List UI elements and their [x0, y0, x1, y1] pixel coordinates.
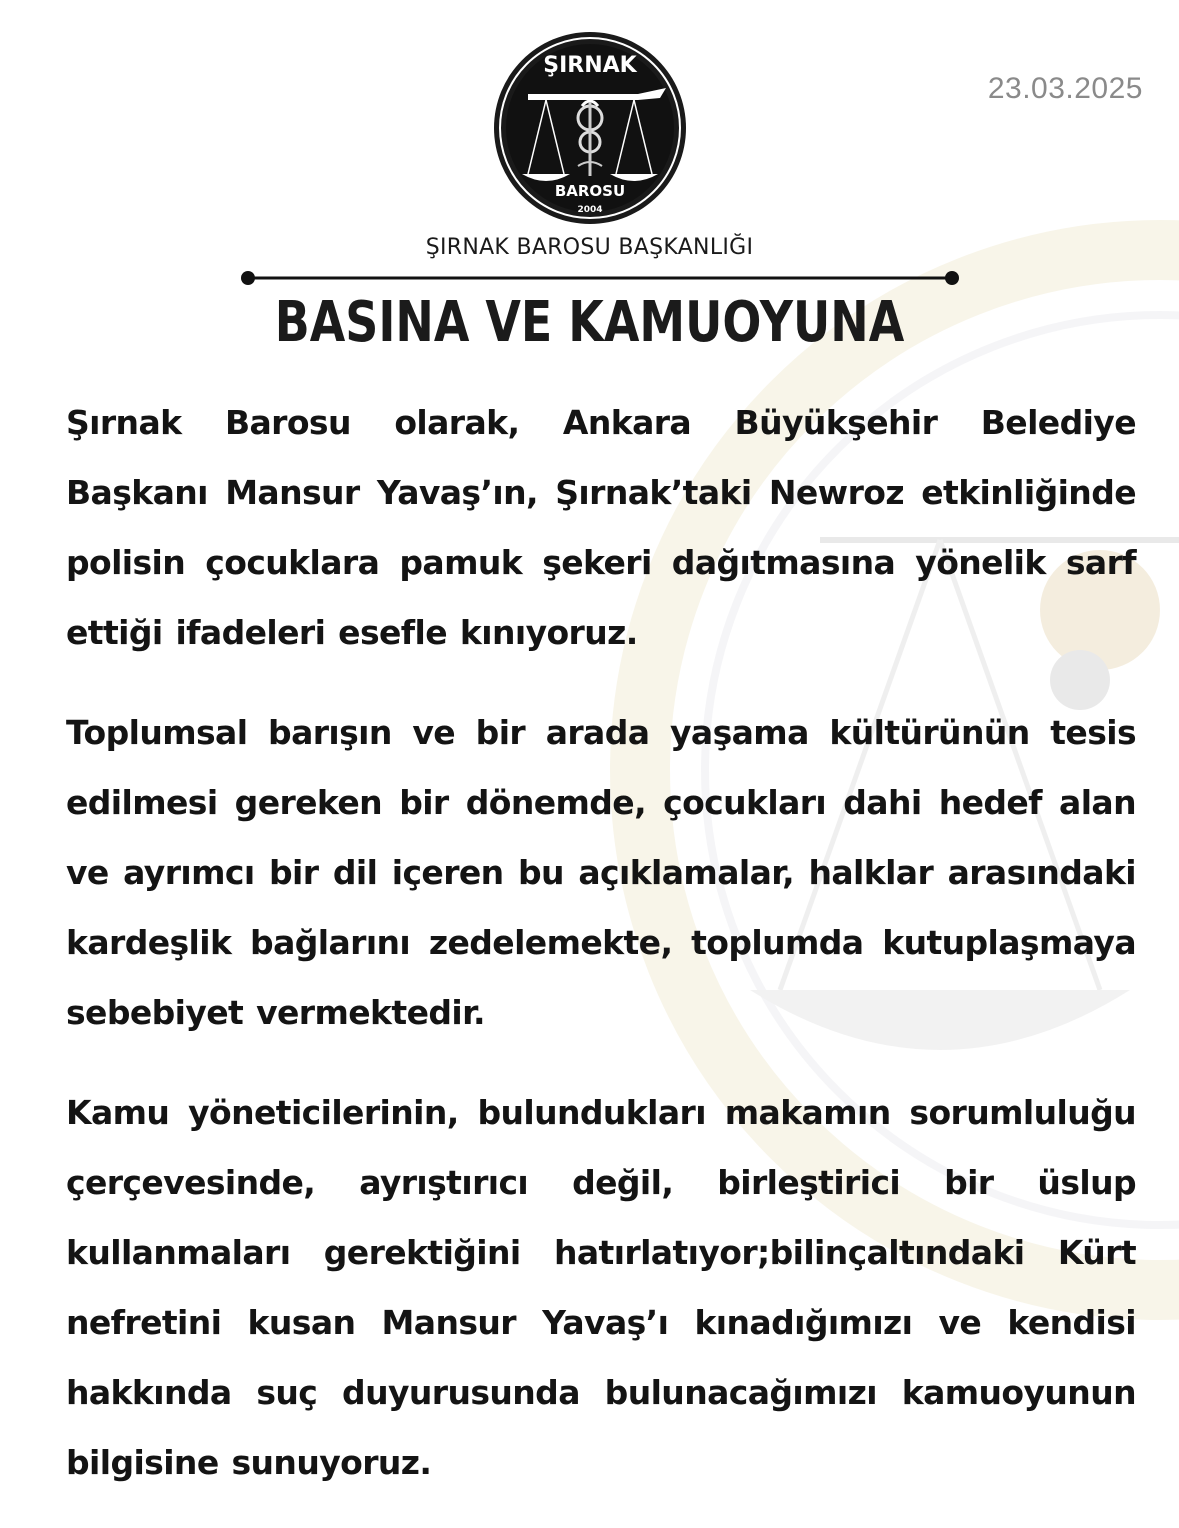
organization-name: ŞIRNAK BAROSU BAŞKANLIĞI: [425, 235, 754, 260]
logo-top-text: ŞIRNAK: [543, 53, 637, 78]
logo-bottom-text: BAROSU: [554, 182, 626, 200]
page-title: BASINA VE KAMUOYUNA: [274, 290, 905, 355]
document-date: 23.03.2025: [987, 72, 1143, 105]
statement-body: [66, 388, 1136, 1528]
bar-association-logo: [488, 26, 692, 230]
paragraph: Şırnak Barosu olarak, Ankara Büyükşehir Belediye Başkanı Mansur Yavaş’ın, Şırnak’taki Newroz etkinliğinde polisin çocuklara pamuk şekeri dağıtmasına yönelik sarf ettiği ifadeleri esefle kınıyoruz.: [66, 403, 1136, 652]
paragraph: Toplumsal barışın ve bir arada yaşama kültürünün tesis edilmesi gereken bir dönemde, çocukları dahi hedef alan ve ayrımcı bir dil içeren bu açıklamalar, halklar arasındaki kardeşlik bağlarını zedelemekte, toplumda kutuplaşmaya sebebiyet vermektedir.: [66, 713, 1136, 1032]
logo-year: 2004: [577, 205, 603, 215]
paragraph: Kamu yöneticilerinin, bulundukları makamın sorumluluğu çerçevesinde, ayrıştırıcı değil, birleştirici bir üslup kullanmaları gerektiğini hatırlatıyor;bilinçaltındaki Kürt nefretini kusan Mansur Yavaş’ı kınadığımızı ve kendisi hakkında suç duyurusunda bulunacağımızı kamuoyunun bilgisine sunuyoruz.: [66, 1093, 1136, 1482]
title-divider: [240, 270, 960, 286]
